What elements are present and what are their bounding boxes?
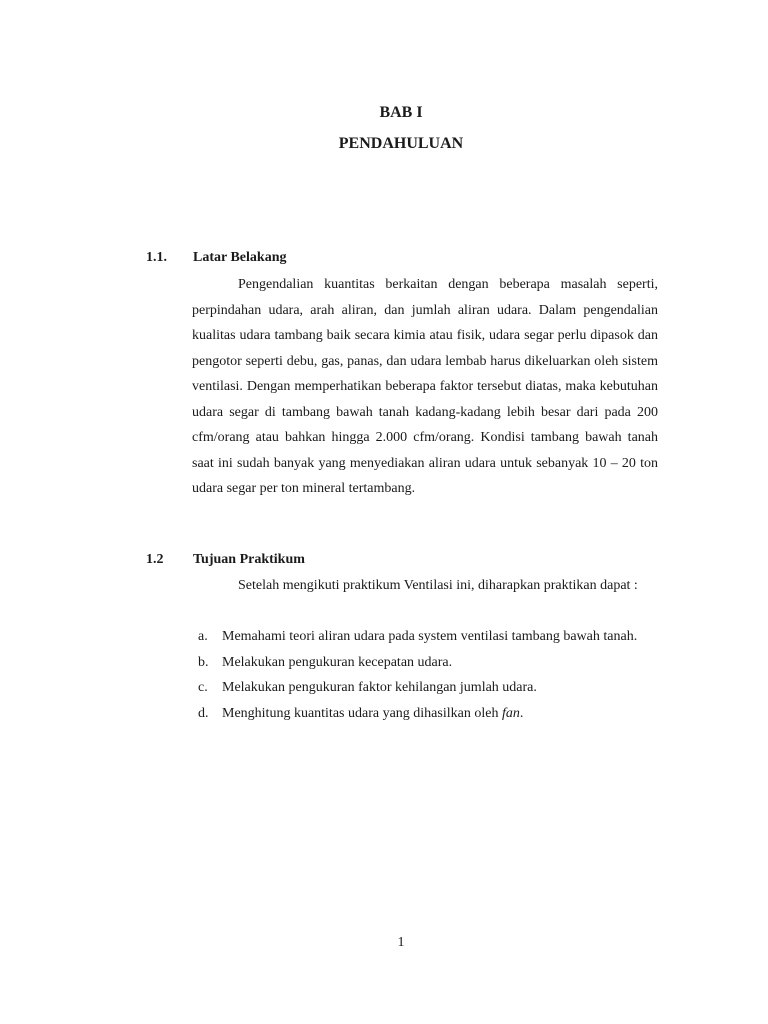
list-text: Melakukan pengukuran kecepatan udara. xyxy=(222,654,453,670)
list-text xyxy=(222,701,658,727)
objectives-list xyxy=(198,624,658,726)
section-heading-latar-belakang xyxy=(146,250,286,266)
list-text: Melakukan pengukuran faktor kehilangan jumlah udara. xyxy=(222,680,537,695)
section-title: Tujuan Praktikum xyxy=(193,552,305,567)
section-number: 1.2 xyxy=(146,552,164,567)
list-marker: c. xyxy=(198,680,208,695)
section-number: 1.1. xyxy=(146,250,167,265)
list-text-suffix: . xyxy=(519,705,524,721)
list-text-italic: fan xyxy=(501,705,520,721)
paragraph-latar-belakang: Pengendalian kuantitas berkaitan dengan beberapa masalah seperti, perpindahan udara, arah aliran, dan jumlah aliran udara. Dalam pengendalian kualitas udara tambang baik secara kimia atau fisik, udara segar perlu dipasok dan pengotor seperti debu, gas, panas, dan udara lembab harus dikeluarkan oleh sistem ventilasi. Dengan memperhatikan beberapa faktor tersebut diatas, maka kebutuhan udara segar di tambang bawah tanah kadang-kadang lebih besar dari pada 200 cfm/orang atau bahkan hingga 2.000 cfm/orang. Kondisi tambang bawah tanah saat ini sudah banyak yang menyediakan aliran udara untuk sebanyak 10 – 20 ton udara segar per ton mineral tertambang. xyxy=(192,277,658,496)
section-title: Latar Belakang xyxy=(193,250,287,265)
paragraph-tujuan-praktikum: Setelah mengikuti praktikum Ventilasi ini, diharapkan praktikan dapat : xyxy=(238,578,638,593)
list-text-main: Menghitung kuantitas udara yang dihasilkan oleh xyxy=(222,705,502,721)
list-item xyxy=(198,675,658,701)
list-marker: d. xyxy=(198,705,209,721)
list-item xyxy=(198,650,658,676)
section-heading-tujuan-praktikum xyxy=(146,552,305,568)
chapter-number: BAB I xyxy=(379,104,423,121)
list-text: Memahami teori aliran udara pada system ventilasi tambang bawah tanah. xyxy=(222,629,638,644)
list-item xyxy=(198,624,658,650)
list-marker: b. xyxy=(198,654,209,670)
chapter-title: PENDAHULUAN xyxy=(338,135,464,152)
list-marker: a. xyxy=(198,629,208,644)
page-number: 1 xyxy=(397,935,405,950)
list-item xyxy=(198,701,658,727)
